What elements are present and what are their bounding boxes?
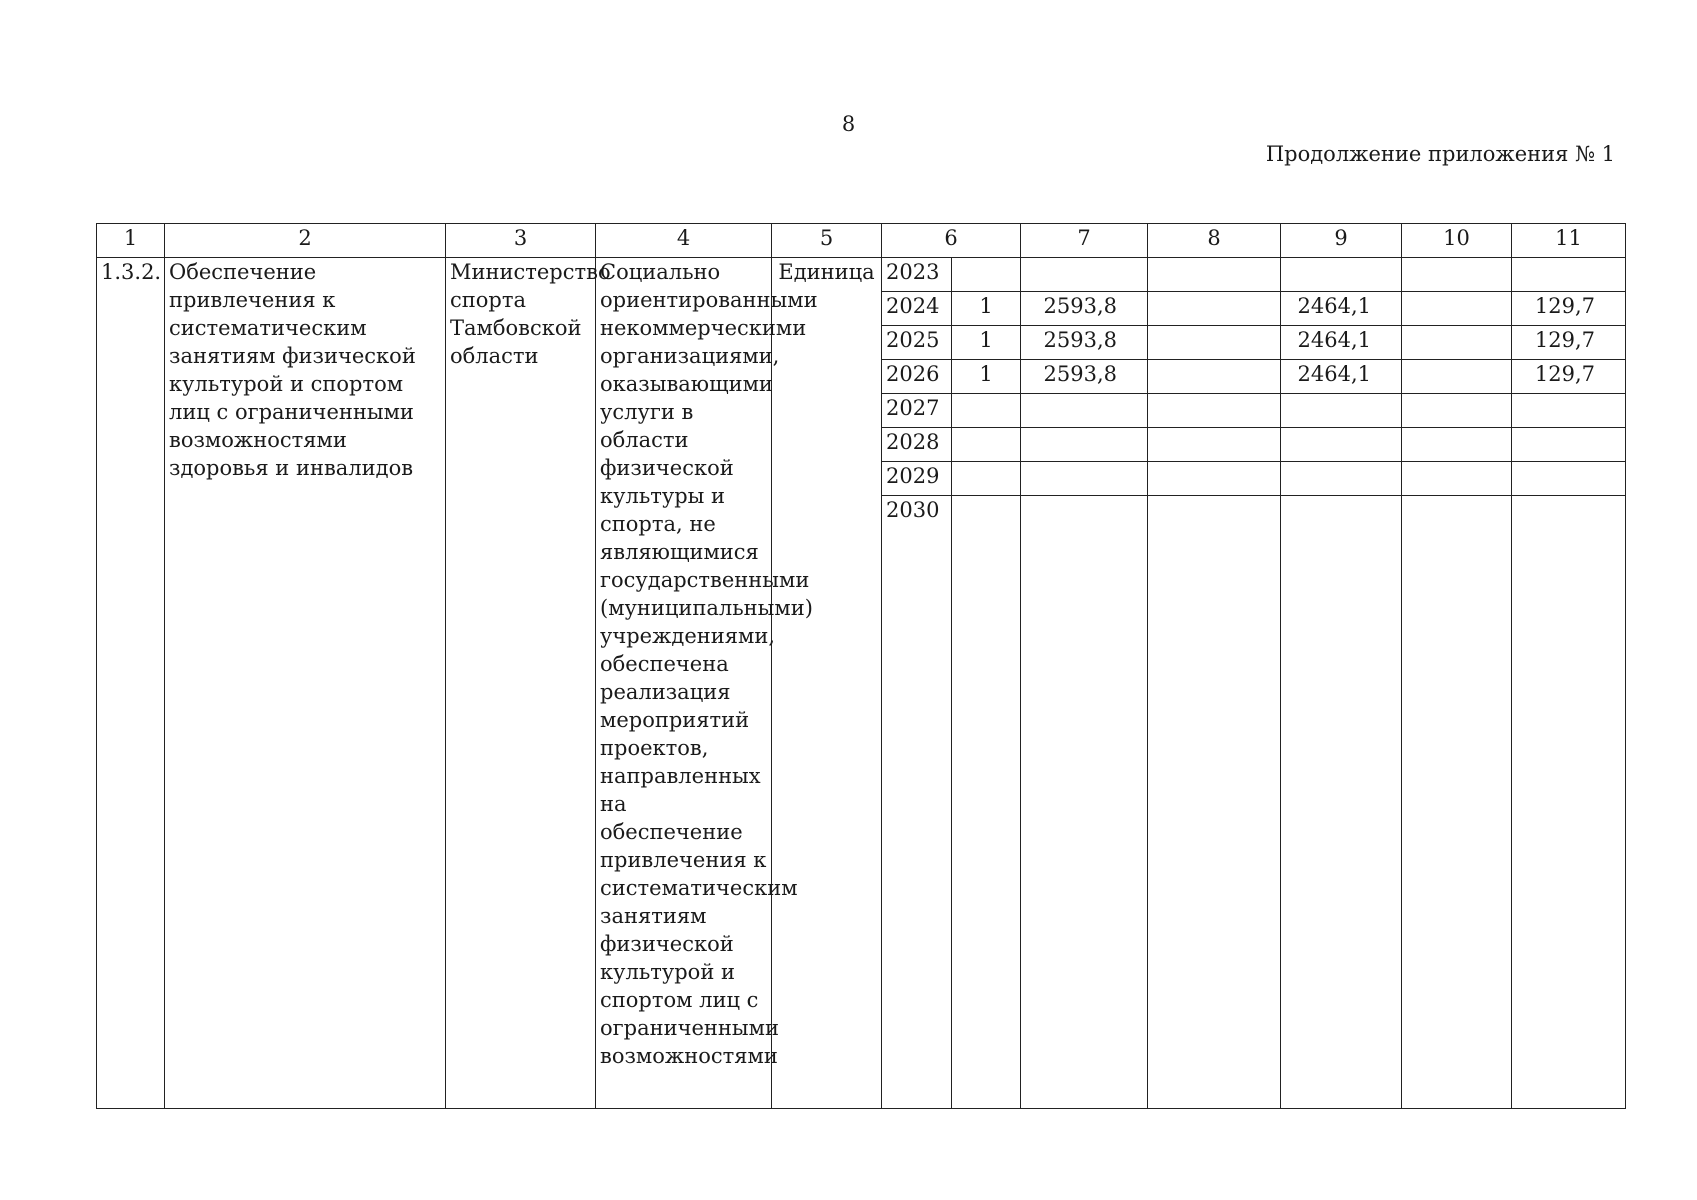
year-cell: 2023 [882, 258, 952, 292]
col11-cell [1512, 258, 1626, 292]
header-col-1: 1 [97, 224, 165, 258]
header-col-2: 2 [165, 224, 446, 258]
value-cell [952, 496, 1021, 1109]
col9-cell [1281, 496, 1402, 1109]
col8-cell [1148, 360, 1281, 394]
header-col-7: 7 [1021, 224, 1148, 258]
row-code: 1.3.2. [97, 258, 165, 1109]
col10-cell [1402, 258, 1512, 292]
col10-cell [1402, 428, 1512, 462]
col10-cell [1402, 496, 1512, 1109]
col7-cell [1021, 462, 1148, 496]
header-col-10: 10 [1402, 224, 1512, 258]
col10-cell [1402, 394, 1512, 428]
year-cell: 2025 [882, 326, 952, 360]
value-cell [952, 462, 1021, 496]
col8-cell [1148, 326, 1281, 360]
header-col-6: 6 [882, 224, 1021, 258]
value-cell: 1 [952, 360, 1021, 394]
col9-cell: 2464,1 [1281, 292, 1402, 326]
header-row [97, 224, 1626, 258]
col7-cell [1021, 428, 1148, 462]
col9-cell [1281, 428, 1402, 462]
header-col-11: 11 [1512, 224, 1626, 258]
year-cell: 2029 [882, 462, 952, 496]
col7-cell [1021, 394, 1148, 428]
col7-cell: 2593,8 [1021, 326, 1148, 360]
col8-cell [1148, 394, 1281, 428]
value-cell [952, 428, 1021, 462]
value-cell: 1 [952, 326, 1021, 360]
col11-cell: 129,7 [1512, 326, 1626, 360]
program-table [96, 223, 1626, 1109]
col10-cell [1402, 326, 1512, 360]
table-row [97, 258, 1626, 292]
col9-cell: 2464,1 [1281, 326, 1402, 360]
col11-cell [1512, 496, 1626, 1109]
year-cell: 2026 [882, 360, 952, 394]
value-cell: 1 [952, 292, 1021, 326]
col9-cell: 2464,1 [1281, 360, 1402, 394]
row-name: Обеспечение привлечения к систематическим занятиям физической культурой и спортом лиц с ограниченными возможностями здоровья и инвалидов [165, 258, 446, 1109]
col7-cell [1021, 496, 1148, 1109]
value-cell [952, 394, 1021, 428]
header-col-8: 8 [1148, 224, 1281, 258]
col8-cell [1148, 258, 1281, 292]
header-col-3: 3 [446, 224, 596, 258]
col8-cell [1148, 496, 1281, 1109]
row-responsible: Министерство спорта Тамбовской области [446, 258, 596, 1109]
page-number: 8 [841, 112, 856, 136]
header-col-5: 5 [772, 224, 882, 258]
col11-cell: 129,7 [1512, 360, 1626, 394]
col11-cell: 129,7 [1512, 292, 1626, 326]
col10-cell [1402, 292, 1512, 326]
col9-cell [1281, 258, 1402, 292]
col7-cell [1021, 258, 1148, 292]
header-col-4: 4 [596, 224, 772, 258]
year-cell: 2027 [882, 394, 952, 428]
year-cell: 2028 [882, 428, 952, 462]
col7-cell: 2593,8 [1021, 292, 1148, 326]
col11-cell [1512, 428, 1626, 462]
value-cell [952, 258, 1021, 292]
year-cell: 2024 [882, 292, 952, 326]
col8-cell [1148, 292, 1281, 326]
col7-cell: 2593,8 [1021, 360, 1148, 394]
col9-cell [1281, 462, 1402, 496]
row-result: Социально ориентированными некоммерческими организациями, оказывающими услуги в области физической культуры и спорта, не являющимися государственными (муниципальными) учреждениями, обеспечена реализация мероприятий проектов, направленных на обеспечение привлечения к систематическим занятиям физической культурой и спортом лиц с ограниченными возможностями [596, 258, 772, 1109]
row-unit: Единица [772, 258, 882, 1109]
header-col-9: 9 [1281, 224, 1402, 258]
year-cell: 2030 [882, 496, 952, 1109]
col8-cell [1148, 428, 1281, 462]
col9-cell [1281, 394, 1402, 428]
col8-cell [1148, 462, 1281, 496]
col10-cell [1402, 360, 1512, 394]
col11-cell [1512, 462, 1626, 496]
col10-cell [1402, 462, 1512, 496]
appendix-title: Продолжение приложения № 1 [1265, 142, 1615, 166]
col11-cell [1512, 394, 1626, 428]
